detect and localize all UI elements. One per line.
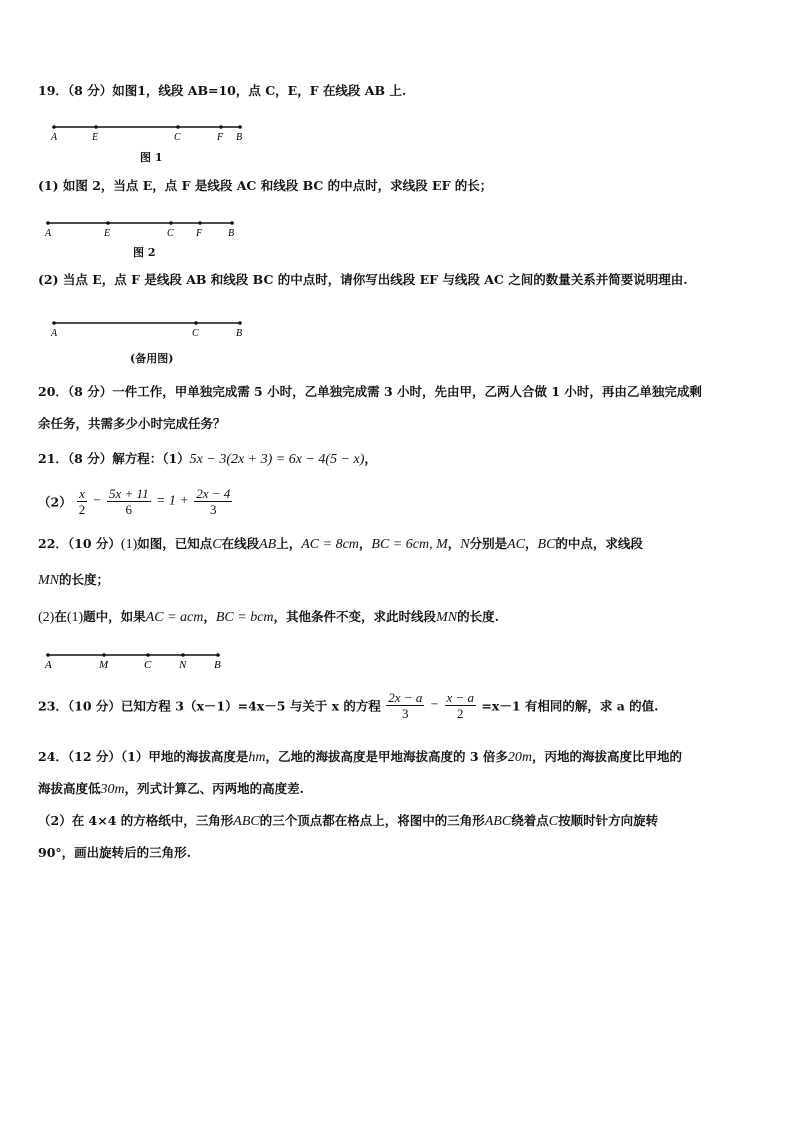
q24-line1 bbox=[38, 749, 682, 766]
q24-line2 bbox=[38, 781, 304, 798]
q22-ac2: AC bbox=[507, 537, 526, 552]
q22-comma: ， bbox=[525, 536, 538, 551]
fig2-label-f: F bbox=[196, 228, 203, 239]
q22-text: 的长度. bbox=[457, 609, 499, 624]
q23-head: 23．（10 分）已知方程 3（x－1）=4x－5 与关于 x 的方程 bbox=[38, 698, 381, 714]
q22-fig-label-c: C bbox=[144, 659, 152, 671]
fig1-label-a: A bbox=[51, 132, 58, 143]
fig1-label-c: C bbox=[174, 132, 181, 143]
q22-n: N bbox=[460, 537, 470, 552]
fig1-caption: 图 1 bbox=[140, 151, 163, 164]
fig3-label-a: A bbox=[51, 328, 58, 339]
q23-line bbox=[38, 690, 659, 721]
q21-frac2-num: 5x + 11 bbox=[109, 486, 149, 501]
q24-text: 海拔高度低 bbox=[38, 781, 101, 796]
q22-mn: MN bbox=[38, 573, 59, 588]
q22-comma: ， bbox=[358, 536, 372, 551]
q22-text: 在线段 bbox=[221, 536, 260, 551]
q19-part1: (1) 如图 2，当点 E，点 F 是线段 AC 和线段 BC 的中点时，求线段 EF 的长； bbox=[38, 178, 493, 193]
q24-text: 绕着点 bbox=[511, 813, 549, 828]
q24-text: ，列式计算乙、丙两地的高度差. bbox=[124, 781, 304, 796]
q22-comma: ， bbox=[203, 609, 216, 624]
q21-tail: ， bbox=[364, 451, 377, 466]
q21-line1 bbox=[38, 451, 377, 468]
fig2-label-c: C bbox=[167, 228, 174, 239]
q23-frac2 bbox=[445, 690, 477, 721]
q23-frac1 bbox=[386, 690, 424, 721]
q22-text: 在 bbox=[54, 609, 67, 624]
fig1-label-e: E bbox=[92, 132, 99, 143]
fig3-label-b: B bbox=[236, 328, 243, 339]
q21-frac2-den: 6 bbox=[125, 502, 133, 517]
q19-part2: (2) 当点 E，点 F 是线段 AB 和线段 BC 的中点时，请你写出线段 EF 与线段 AC 之间的数量关系并简要说明理由. bbox=[38, 272, 688, 287]
q23-frac2-num: x − a bbox=[446, 690, 475, 705]
q24-30m: 30m bbox=[100, 782, 125, 797]
q22-ab: AB bbox=[259, 537, 277, 552]
figure-2-segment bbox=[38, 218, 248, 240]
q24-abc2: ABC bbox=[484, 814, 512, 829]
q23-frac2-den: 2 bbox=[457, 706, 464, 721]
q21-p2: （2） bbox=[38, 494, 72, 510]
q22-fig-label-m: M bbox=[99, 659, 109, 671]
figure-1-segment bbox=[44, 122, 254, 144]
fig1-label-f: F bbox=[217, 132, 224, 143]
q21-line2 bbox=[38, 486, 233, 517]
q22-part1-ref: (1) bbox=[66, 610, 84, 625]
q20-line1: 20．（8 分）一件工作，甲单独完成需 5 小时，乙单独完成需 3 小时，先由甲，乙两人合做 1 小时，再由乙单独完成剩 bbox=[38, 384, 702, 399]
q21-frac1-num: x bbox=[79, 486, 85, 501]
q22-line3 bbox=[38, 609, 499, 626]
q23-frac1-den: 3 bbox=[402, 706, 409, 721]
q21-head: 21．（8 分）解方程：（1） bbox=[38, 451, 190, 466]
q22-c: C bbox=[212, 537, 222, 552]
q22-text: 的中点，求线段 bbox=[555, 536, 643, 551]
fig2-caption: 图 2 bbox=[133, 246, 156, 259]
fig3-caption: (备用图) bbox=[130, 352, 174, 365]
figure-q22-segment bbox=[38, 650, 238, 672]
q22-text: 分别是 bbox=[469, 536, 508, 551]
q24-text: ，丙地的海拔高度比甲地的 bbox=[532, 749, 683, 764]
fig3-label-c: C bbox=[192, 328, 199, 339]
q21-frac1-den: 2 bbox=[78, 502, 86, 517]
q22-fig-label-b: B bbox=[214, 659, 221, 671]
q23-tail: =x－1 有相同的解，求 a 的值. bbox=[481, 698, 659, 714]
q22-bc-b: BC = bcm bbox=[215, 610, 274, 625]
fig2-label-a: A bbox=[45, 228, 52, 239]
q22-bc: BC = 6cm, M bbox=[371, 537, 448, 552]
q22-text: 的长度； bbox=[59, 572, 110, 587]
q22-head: 22．（10 分） bbox=[38, 536, 121, 551]
q20-line2: 余任务，共需多少小时完成任务？ bbox=[38, 416, 226, 431]
q21-eq-mid: = 1 + bbox=[155, 493, 189, 509]
q22-bc2: BC bbox=[537, 537, 556, 552]
q21-eq1: 5x − 3(2x + 3) = 6x − 4(5 − x) bbox=[189, 452, 365, 467]
q22-part2-mark: (2) bbox=[38, 610, 55, 625]
q22-fig-label-n: N bbox=[179, 659, 187, 671]
q21-frac1 bbox=[77, 486, 87, 517]
q24-line4: 90°，画出旋转后的三角形. bbox=[38, 845, 191, 860]
q22-ac-a: AC = acm bbox=[145, 610, 204, 625]
q22-text: 上， bbox=[276, 536, 302, 551]
q22-fig-label-a: A bbox=[45, 659, 52, 671]
q22-ac: AC = 8cm bbox=[301, 537, 359, 552]
fig2-label-b: B bbox=[228, 228, 235, 239]
q22-text: 如图，已知点 bbox=[137, 536, 213, 551]
figure-3-segment bbox=[44, 318, 254, 340]
q24-text: 按顺时针方向旋转 bbox=[558, 813, 659, 828]
q22-part1-mark: (1) bbox=[120, 537, 138, 552]
q24-text: 的三个顶点都在格点上，将图中的三角形 bbox=[259, 813, 485, 828]
fig2-label-e: E bbox=[104, 228, 111, 239]
q22-line2 bbox=[38, 572, 109, 589]
q21-minus: − bbox=[92, 493, 102, 509]
q21-frac3 bbox=[194, 486, 232, 517]
q24-hm: hm bbox=[248, 750, 266, 765]
q21-frac3-den: 3 bbox=[209, 502, 217, 517]
q24-20m: 20m bbox=[507, 750, 532, 765]
q24-c: C bbox=[548, 814, 559, 829]
q22-text: 题中，如果 bbox=[83, 609, 146, 624]
q22-line1 bbox=[38, 536, 643, 553]
q24-line3 bbox=[38, 813, 658, 830]
q24-abc: ABC bbox=[233, 814, 260, 829]
q22-text: ，其他条件不变，求此时线段 bbox=[273, 609, 437, 624]
q22-mn2: MN bbox=[436, 610, 458, 625]
q21-frac2 bbox=[107, 486, 151, 517]
fig1-label-b: B bbox=[236, 132, 243, 143]
q24-text: ，乙地的海拔高度是甲地海拔高度的 3 倍多 bbox=[265, 749, 508, 764]
q22-comma: ， bbox=[447, 536, 461, 551]
q24-text: （2）在 4×4 的方格纸中，三角形 bbox=[38, 813, 234, 828]
q23-frac1-num: 2x − a bbox=[388, 690, 423, 705]
q23-minus: − bbox=[429, 697, 440, 713]
q24-text: 24．（12 分）（1）甲地的海拔高度是 bbox=[38, 749, 249, 764]
q19-line1: 19．（8 分）如图1，线段 AB=10，点 C，E，F 在线段 AB 上. bbox=[38, 83, 407, 98]
q21-frac3-num: 2x − 4 bbox=[196, 486, 231, 501]
